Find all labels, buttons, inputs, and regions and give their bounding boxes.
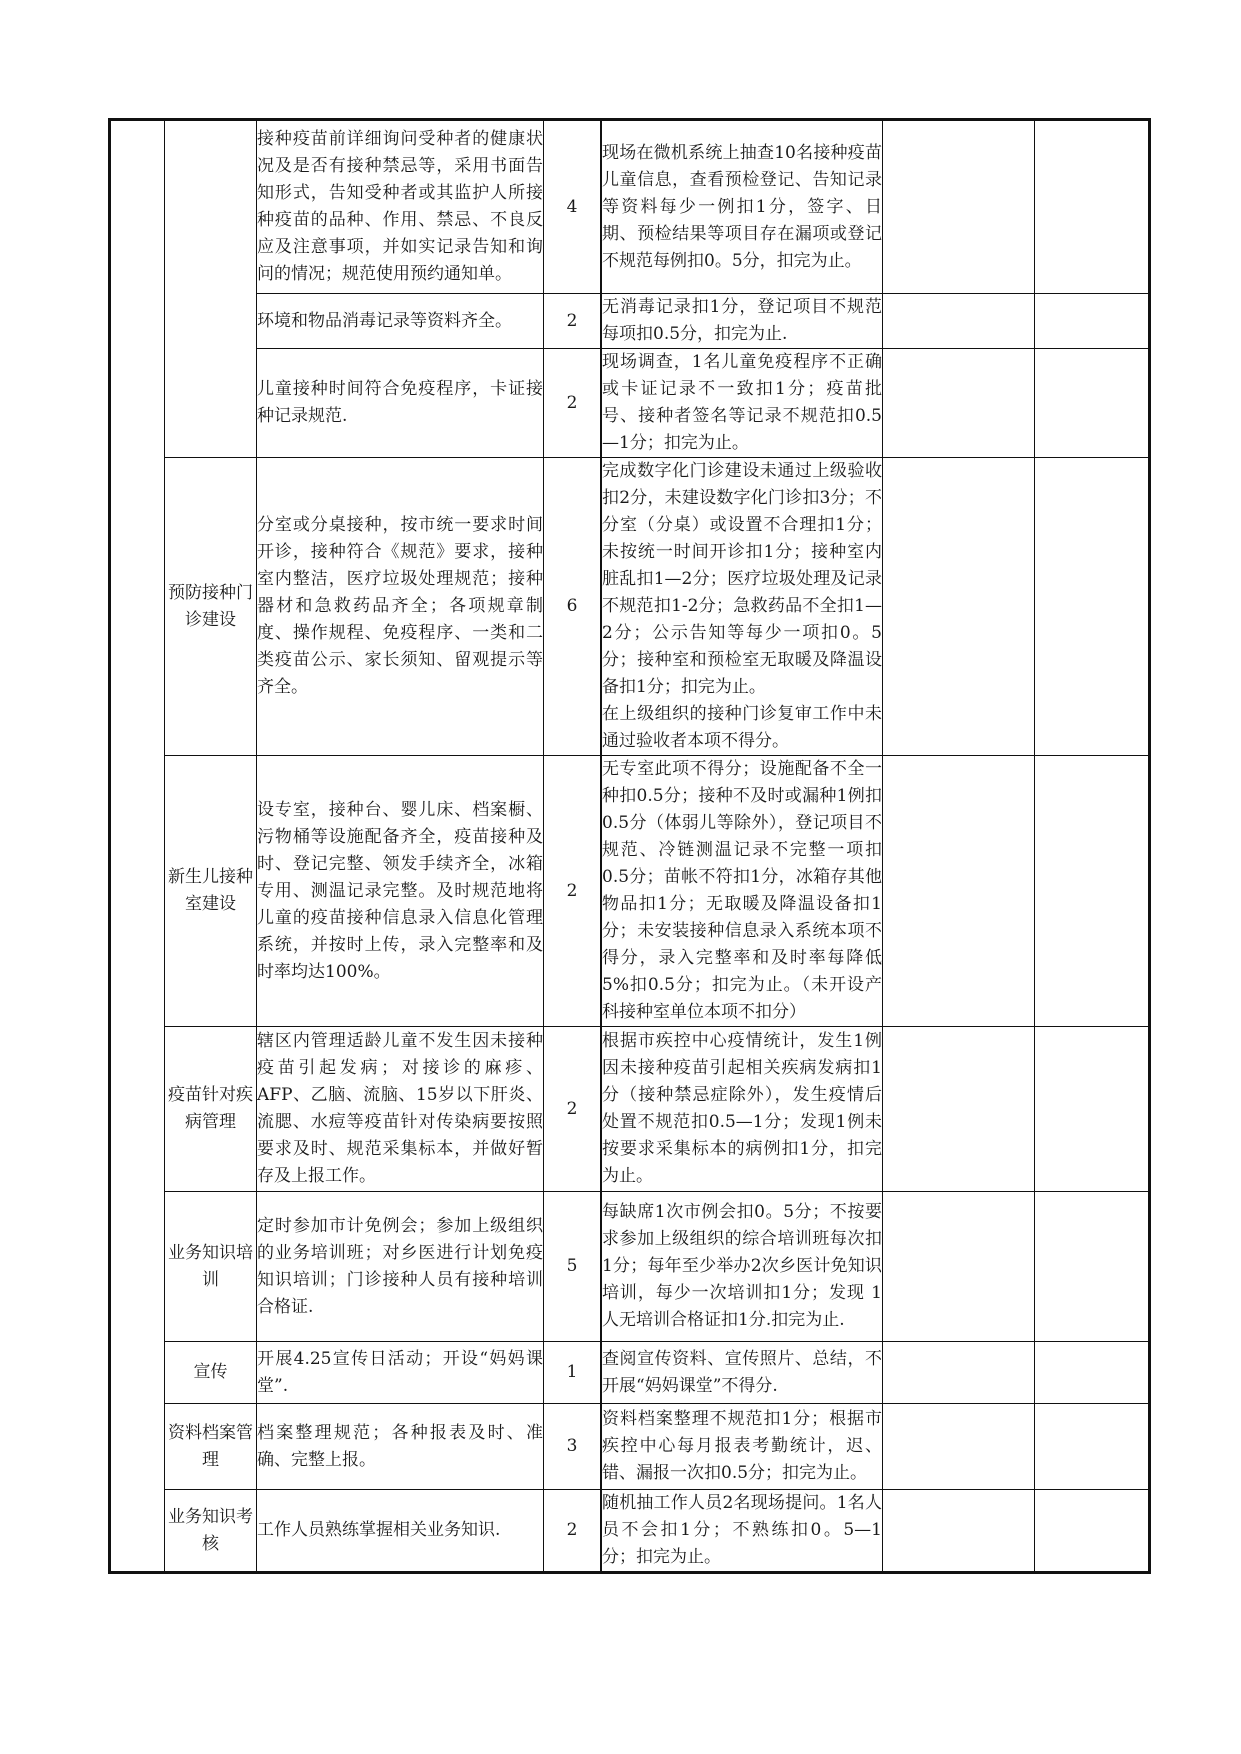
score-earned-cell <box>1035 294 1150 349</box>
assessment-table <box>108 118 1151 1574</box>
requirement-cell: 环境和物品消毒记录等资料齐全。 <box>257 294 544 349</box>
criteria-cell: 资料档案整理不规范扣1分；根据市疾控中心每月报表考勤统计，迟、错、漏报一次扣0.5分；扣完为止。 <box>602 1404 883 1490</box>
score-earned-cell <box>1035 1027 1150 1192</box>
deduction-cell <box>883 120 1035 294</box>
criteria-cell: 每缺席1次市例会扣0。5分；不按要求参加上级组织的综合培训班每次扣1分；每年至少举办2次乡医计免知识培训，每少一次培训扣1分；发现 1人无培训合格证扣1分.扣完为止. <box>602 1192 883 1342</box>
table-row <box>110 1490 1150 1573</box>
score-cell: 2 <box>544 1490 601 1573</box>
requirement-cell: 设专室，接种台、婴儿床、档案橱、污物桶等设施配备齐全，疫苗接种及时、登记完整、领发手续齐全，冰箱专用、测温记录完整。及时规范地将儿童的疫苗接种信息录入信息化管理系统，并按时上传，录入完整率和及时率均达100%。 <box>257 756 544 1027</box>
requirement-cell: 档案整理规范；各种报表及时、准确、完整上报。 <box>257 1404 544 1490</box>
category-cell: 资料档案管理 <box>165 1404 257 1490</box>
criteria-cell: 无消毒记录扣1分，登记项目不规范每项扣0.5分，扣完为止. <box>602 294 883 349</box>
section-column <box>110 120 165 1573</box>
requirement-cell: 接种疫苗前详细询问受种者的健康状况及是否有接种禁忌等，采用书面告知形式，告知受种者或其监护人所接种疫苗的品种、作用、禁忌、不良反应及注意事项，并如实记录告知和询问的情况；规范使用预约通知单。 <box>257 120 544 294</box>
deduction-cell <box>883 294 1035 349</box>
table-row <box>110 458 1150 756</box>
criteria-cell: 无专室此项不得分；设施配备不全一种扣0.5分；接种不及时或漏种1例扣0.5分（体弱儿等除外），登记项目不规范、冷链测温记录不完整一项扣0.5分；苗帐不符扣1分，冰箱存其他物品扣1分；无取暖及降温设备扣1分；未安装接种信息录入系统本项不得分，录入完整率和及时率每降低5%扣0.5分；扣完为止。（未开设产科接种室单位本项不扣分） <box>602 756 883 1027</box>
criteria-cell: 查阅宣传资料、宣传照片、总结，不开展“妈妈课堂”不得分. <box>602 1342 883 1404</box>
category-cell <box>165 120 257 458</box>
score-cell: 3 <box>544 1404 601 1490</box>
table-row <box>110 1342 1150 1404</box>
requirement-cell: 分室或分桌接种，按市统一要求时间开诊，接种符合《规范》要求，接种室内整洁，医疗垃圾处理规范；接种器材和急救药品齐全；各项规章制度、操作规程、免疫程序、一类和二类疫苗公示、家长须知、留观提示等齐全。 <box>257 458 544 756</box>
table-row <box>110 294 1150 349</box>
requirement-cell: 儿童接种时间符合免疫程序，卡证接种记录规范. <box>257 349 544 458</box>
score-earned-cell <box>1035 1490 1150 1573</box>
score-earned-cell <box>1035 756 1150 1027</box>
requirement-cell: 工作人员熟练掌握相关业务知识. <box>257 1490 544 1573</box>
deduction-cell <box>883 1192 1035 1342</box>
score-earned-cell <box>1035 1342 1150 1404</box>
table-row <box>110 1192 1150 1342</box>
score-cell: 2 <box>544 294 601 349</box>
category-cell: 疫苗针对疾病管理 <box>165 1027 257 1192</box>
criteria-cell: 现场在微机系统上抽查10名接种疫苗儿童信息，查看预检登记、告知记录等资料每少一例扣1分，签字、日期、预检结果等项目存在漏项或登记不规范每例扣0。5分，扣完为止。 <box>602 120 883 294</box>
score-earned-cell <box>1035 1404 1150 1490</box>
category-cell: 业务知识培训 <box>165 1192 257 1342</box>
criteria-cell: 现场调查，1名儿童免疫程序不正确或卡证记录不一致扣1分；疫苗批号、接种者签名等记录不规范扣0.5—1分；扣完为止。 <box>602 349 883 458</box>
score-cell: 1 <box>544 1342 601 1404</box>
score-cell: 2 <box>544 1027 601 1192</box>
score-earned-cell <box>1035 349 1150 458</box>
requirement-cell: 辖区内管理适龄儿童不发生因未接种疫苗引起发病；对接诊的麻疹、AFP、乙脑、流脑、15岁以下肝炎、流腮、水痘等疫苗针对传染病要按照要求及时、规范采集标本，并做好暂存及上报工作。 <box>257 1027 544 1192</box>
deduction-cell <box>883 458 1035 756</box>
criteria-cell: 随机抽工作人员2名现场提问。1名人员不会扣1分；不熟练扣0。5—1分；扣完为止。 <box>602 1490 883 1573</box>
category-cell: 业务知识考核 <box>165 1490 257 1573</box>
score-earned-cell <box>1035 1192 1150 1342</box>
category-cell: 预防接种门诊建设 <box>165 458 257 756</box>
requirement-cell: 定时参加市计免例会；参加上级组织的业务培训班；对乡医进行计划免疫知识培训；门诊接种人员有接种培训合格证. <box>257 1192 544 1342</box>
score-cell: 5 <box>544 1192 601 1342</box>
table-row <box>110 349 1150 458</box>
score-earned-cell <box>1035 120 1150 294</box>
score-cell: 4 <box>544 120 601 294</box>
score-cell: 6 <box>544 458 601 756</box>
deduction-cell <box>883 1027 1035 1192</box>
score-cell: 2 <box>544 756 601 1027</box>
criteria-cell: 根据市疾控中心疫情统计，发生1例因未接种疫苗引起相关疾病发病扣1分（接种禁忌症除外），发生疫情后处置不规范扣0.5—1分；发现1例未按要求采集标本的病例扣1分，扣完为止。 <box>602 1027 883 1192</box>
category-cell: 宣传 <box>165 1342 257 1404</box>
table-row <box>110 1027 1150 1192</box>
deduction-cell <box>883 756 1035 1027</box>
deduction-cell <box>883 1404 1035 1490</box>
score-cell: 2 <box>544 349 601 458</box>
deduction-cell <box>883 1342 1035 1404</box>
table-row <box>110 756 1150 1027</box>
deduction-cell <box>883 1490 1035 1573</box>
category-cell: 新生儿接种室建设 <box>165 756 257 1027</box>
table-row <box>110 1404 1150 1490</box>
score-earned-cell <box>1035 458 1150 756</box>
requirement-cell: 开展4.25宣传日活动；开设“妈妈课堂”. <box>257 1342 544 1404</box>
table-row <box>110 120 1150 294</box>
criteria-cell: 完成数字化门诊建设未通过上级验收扣2分，未建设数字化门诊扣3分；不分室（分桌）或设置不合理扣1分；未按统一时间开诊扣1分；接种室内脏乱扣1—2分；医疗垃圾处理及记录不规范扣1-2分；急救药品不全扣1—2分；公示告知等每少一项扣0。5分；接种室和预检室无取暖及降温设备扣1分；扣完为止。 在上级组织的接种门诊复审工作中未通过验收者本项不得分。 <box>602 458 883 756</box>
deduction-cell <box>883 349 1035 458</box>
